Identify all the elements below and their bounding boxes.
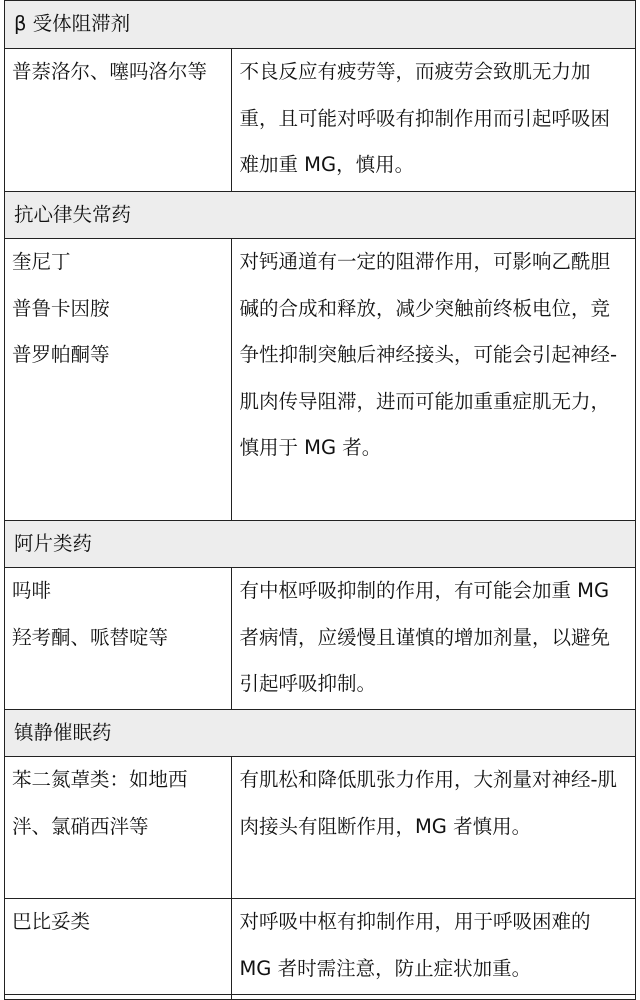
drug-description: 有肌松和降低肌张力作用，大剂量对神经-肌肉接头有阻断作用，MG 者慎用。 bbox=[239, 768, 617, 838]
description-cell bbox=[232, 49, 636, 192]
drug-description: 对呼吸中枢有抑制作用，用于呼吸困难的 MG 者时需注意，防止症状加重。 bbox=[239, 910, 591, 980]
table-row bbox=[5, 899, 636, 995]
table-row bbox=[5, 568, 636, 710]
section-header-row bbox=[5, 710, 636, 757]
drug-name-cell bbox=[5, 899, 232, 995]
description-cell bbox=[232, 568, 636, 710]
table-row bbox=[5, 49, 636, 192]
drug-name: 巴比妥类 bbox=[12, 910, 91, 933]
description-cell bbox=[232, 757, 636, 899]
section-title-antiarrhythmics: 抗心律失常药 bbox=[5, 192, 636, 239]
drug-name: 奎尼丁 bbox=[12, 250, 71, 273]
drug-name-cell bbox=[5, 239, 232, 521]
section-title-sedative-hypnotics: 镇静催眠药 bbox=[5, 710, 636, 757]
drug-name: 普鲁卡因胺 bbox=[12, 296, 110, 320]
table-row bbox=[5, 757, 636, 899]
drug-name-cell bbox=[5, 49, 232, 192]
cut-off-cell bbox=[232, 995, 636, 1000]
cut-off-cell bbox=[5, 995, 232, 1000]
section-header-row bbox=[5, 192, 636, 239]
section-header-row bbox=[5, 1, 636, 49]
drug-name: 苯二氮䓬类：如地西泮、氯硝西泮等 bbox=[12, 768, 188, 838]
drug-name: 普罗帕酮等 bbox=[12, 343, 110, 366]
description-cell bbox=[232, 899, 636, 995]
section-title-beta-blockers: β 受体阻滞剂 bbox=[5, 1, 636, 49]
drug-name: 吗啡 bbox=[12, 579, 52, 602]
section-header-row bbox=[5, 521, 636, 568]
description-cell bbox=[232, 239, 636, 521]
section-title-opioids: 阿片类药 bbox=[5, 521, 636, 568]
table-row-cut-off bbox=[5, 995, 636, 1000]
drug-description: 对钙通道有一定的阻滞作用，可影响乙酰胆碱的合成和释放，减少突触前终板电位，竞争性抑制突触后神经接头，可能会引起神经-肌肉传导阻滞，进而可能加重重症肌无力，慎用于 MG 者。 bbox=[239, 250, 617, 459]
drug-name-cell bbox=[5, 757, 232, 899]
drug-caution-table bbox=[4, 0, 636, 1000]
drug-name: 普萘洛尔、噻吗洛尔等 bbox=[12, 60, 208, 83]
drug-name-cell bbox=[5, 568, 232, 710]
drug-name: 羟考酮、哌替啶等 bbox=[12, 625, 169, 649]
drug-description: 不良反应有疲劳等，而疲劳会致肌无力加重，且可能对呼吸有抑制作用而引起呼吸困难加重 MG，慎用。 bbox=[239, 60, 610, 176]
table-row bbox=[5, 239, 636, 521]
drug-description: 有中枢呼吸抑制的作用，有可能会加重 MG 者病情，应缓慢且谨慎的增加剂量，以避免引起呼吸抑制。 bbox=[239, 579, 610, 695]
